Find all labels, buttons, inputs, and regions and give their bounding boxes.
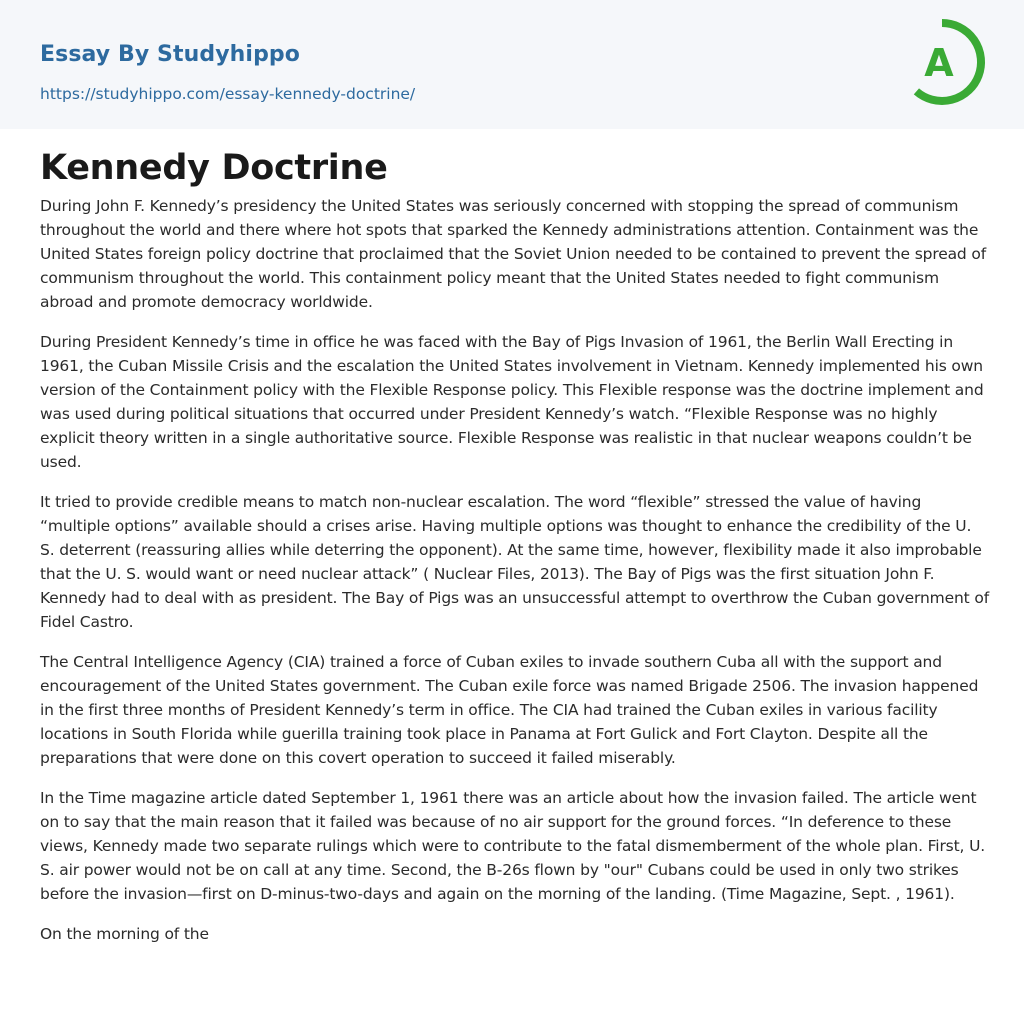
- paragraph-3: It tried to provide credible means to match non-nuclear escalation. The word “flexible” stressed the value of having “multiple options” available should a crises arise. Having multiple options was thought to enhance the credibility of the U. S. deterrent (reassuring allies while deterring the opponent). At the same time, however, flexibility made it also improbable that the U. S. would want or need nuclear attack” ( Nuclear Files, 2013). The Bay of Pigs was the first situation John F. Kennedy had to deal with as president. The Bay of Pigs was an unsuccessful attempt to overthrow the Cuban government of Fidel Castro.: [40, 493, 990, 631]
- article: [40, 146, 990, 962]
- paragraph-1: During John F. Kennedy’s presidency the United States was seriously concerned with stopping the spread of communism throughout the world and there where hot spots that sparked the Kennedy administrations attention. Containment was the United States foreign policy doctrine that proclaimed that the Soviet Union needed to be contained to prevent the spread of communism throughout the world. This containment policy meant that the United States needed to fight communism abroad and promote democracy worldwide.: [40, 197, 987, 311]
- studyhippo-logo-icon[interactable]: [897, 17, 987, 107]
- logo-letter: A: [924, 41, 954, 85]
- paragraph-2: During President Kennedy’s time in office he was faced with the Bay of Pigs Invasion of 1961, the Berlin Wall Erecting in 1961, the Cuban Missile Crisis and the escalation the United States involvement in Vietnam. Kennedy implemented his own version of the Containment policy with the Flexible Response policy. This Flexible response was the doctrine implement and was used during political situations that occurred under President Kennedy’s watch. “Flexible Response was no highly explicit theory written in a single authoritative source. Flexible Response was realistic in that nuclear weapons couldn’t be used.: [40, 333, 984, 471]
- essay-url-link[interactable]: https://studyhippo.com/essay-kennedy-doctrine/: [40, 85, 416, 103]
- site-header: [0, 0, 1024, 129]
- paragraph-6: On the morning of the: [40, 925, 209, 943]
- article-title: Kennedy Doctrine: [40, 148, 388, 188]
- paragraph-4: The Central Intelligence Agency (CIA) trained a force of Cuban exiles to invade southern Cuba all with the support and encouragement of the United States government. The Cuban exile force was named Brigade 2506. The invasion happened in the first three months of President Kennedy’s term in office. The CIA had trained the Cuban exiles in various facility locations in South Florida while guerilla training took place in Panama at Fort Gulick and Fort Clayton. Despite all the preparations that were done on this covert operation to succeed it failed miserably.: [40, 653, 979, 767]
- site-title[interactable]: Essay By Studyhippo: [40, 42, 300, 67]
- paragraph-5: In the Time magazine article dated September 1, 1961 there was an article about how the invasion failed. The article went on to say that the main reason that it failed was because of no air support for the ground forces. “In deference to these views, Kennedy made two separate rulings which were to contribute to the fatal dismemberment of the whole plan. First, U. S. air power would not be on call at any time. Second, the B-26s flown by "our" Cubans could be used in only two strikes before the invasion—first on D-minus-two-days and again on the morning of the landing. (Time Magazine, Sept. , 1961).: [40, 789, 986, 903]
